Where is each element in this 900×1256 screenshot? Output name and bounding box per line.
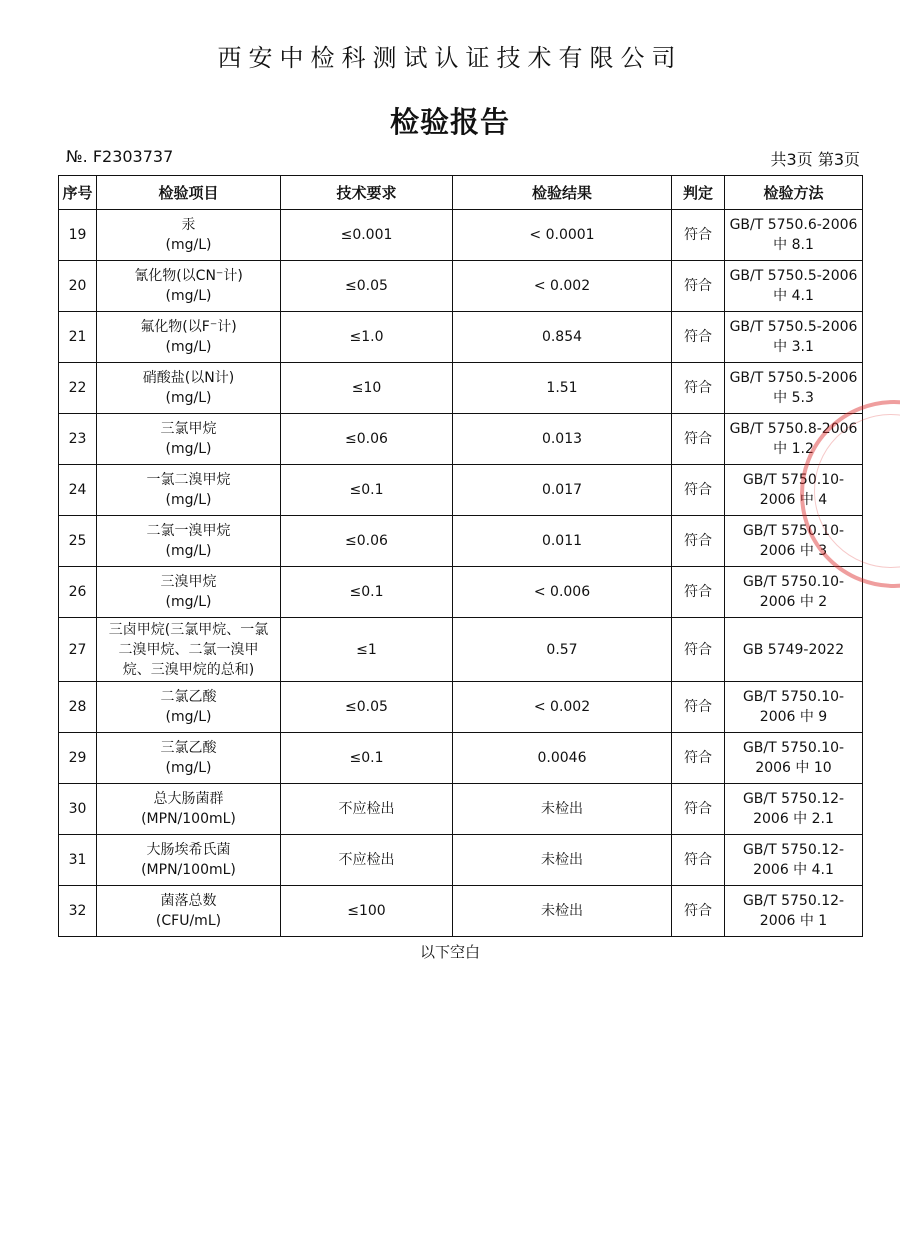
cell-item-line: 一氯二溴甲烷 [146,472,231,488]
cell-item [97,516,281,567]
table-row [59,210,863,261]
cell-judgement: 符合 [672,363,725,414]
table-row [59,261,863,312]
cell-method-line: 2006 中 10 [755,760,832,776]
cell-item [97,784,281,835]
cell-method-line: 2006 中 1 [759,913,828,929]
cell-result: 0.854 [453,312,672,363]
cell-item [97,312,281,363]
cell-method-line: GB/T 5750.8-2006 [729,421,858,437]
cell-result: 0.017 [453,465,672,516]
cell-seq: 32 [59,886,97,937]
cell-item-line: (MPN/100mL) [141,811,236,827]
page-info: 共3页 第3页 [770,150,860,169]
report-title: 检验报告 [389,105,510,139]
cell-requirement: ≤1 [281,618,453,682]
cell-item [97,363,281,414]
cell-judgement: 符合 [672,516,725,567]
table-row [59,414,863,465]
cell-judgement: 符合 [672,835,725,886]
cell-item-line: 烷、三溴甲烷的总和) [122,661,255,678]
cell-result: 未检出 [453,886,672,937]
cell-judgement: 符合 [672,784,725,835]
cell-item [97,682,281,733]
cell-result: 未检出 [453,784,672,835]
cell-seq: 26 [59,567,97,618]
header-result: 检验结果 [453,176,672,210]
header-item: 检验项目 [97,176,281,210]
cell-item [97,835,281,886]
cell-requirement: ≤10 [281,363,453,414]
table-row [59,733,863,784]
cell-item-line: 三卤甲烷(三氯甲烷、一氯 [108,621,269,638]
table-header-row [59,176,863,210]
table-row [59,516,863,567]
cell-item-line: (mg/L) [165,543,212,559]
cell-method-line: GB/T 5750.12- [742,842,845,858]
cell-item-line: (mg/L) [165,288,212,304]
cell-item-line: (mg/L) [165,390,212,406]
cell-seq: 31 [59,835,97,886]
cell-item-line: 二溴甲烷、二氯一溴甲 [118,641,259,658]
table-row [59,618,863,682]
cell-method-line: GB/T 5750.12- [742,791,845,807]
cell-method-line: 中 8.1 [773,237,814,253]
cell-item-line: 总大肠菌群 [153,791,224,807]
header-seq: 序号 [59,176,97,210]
table-row [59,363,863,414]
cell-item-line: (mg/L) [165,709,212,725]
cell-judgement: 符合 [672,465,725,516]
cell-item-line: (mg/L) [165,594,212,610]
cell-judgement: 符合 [672,567,725,618]
cell-method-line: 2006 中 2.1 [753,811,834,827]
header-method: 检验方法 [725,176,863,210]
cell-judgement: 符合 [672,261,725,312]
table-row [59,312,863,363]
inspection-table [58,175,863,937]
cell-result: 0.011 [453,516,672,567]
cell-item [97,261,281,312]
cell-method [725,618,863,682]
cell-requirement: ≤0.001 [281,210,453,261]
cell-method-line: 2006 中 4 [759,492,828,508]
cell-method-line: GB 5749-2022 [742,641,845,658]
cell-item-line: (mg/L) [165,492,212,508]
cell-item [97,414,281,465]
cell-method-line: GB/T 5750.12- [742,893,845,909]
table-row [59,886,863,937]
cell-item-line: (mg/L) [165,760,212,776]
cell-item-line: 硝酸盐(以N计) [142,370,235,386]
cell-item-line: 氟化物(以F⁻计) [140,319,237,335]
cell-item-line: 菌落总数 [160,893,217,909]
cell-item-line: (mg/L) [165,339,212,355]
report-number: №. F2303737 [66,147,174,166]
cell-seq: 23 [59,414,97,465]
cell-seq: 20 [59,261,97,312]
cell-method-line: 2006 中 3 [759,543,828,559]
cell-requirement: ≤100 [281,886,453,937]
cell-item-line: 三氯乙酸 [160,740,217,756]
cell-judgement: 符合 [672,210,725,261]
cell-seq: 25 [59,516,97,567]
cell-item-line: 三氯甲烷 [160,421,217,437]
cell-method-line: GB/T 5750.10- [742,740,845,756]
cell-seq: 29 [59,733,97,784]
cell-method [725,784,863,835]
cell-item [97,567,281,618]
cell-method-line: GB/T 5750.10- [742,574,845,590]
table-row [59,784,863,835]
cell-method [725,733,863,784]
cell-method [725,682,863,733]
cell-item [97,733,281,784]
cell-requirement: 不应检出 [281,835,453,886]
company-name: 西安中检科测试认证技术有限公司 [217,44,683,72]
cell-result: 0.57 [453,618,672,682]
cell-result: 1.51 [453,363,672,414]
cell-method-line: GB/T 5750.5-2006 [729,370,858,386]
cell-item-line: (mg/L) [165,237,212,253]
cell-seq: 30 [59,784,97,835]
cell-method-line: 中 1.2 [773,441,814,457]
cell-method-line: 2006 中 4.1 [753,862,834,878]
cell-result: 0.0046 [453,733,672,784]
cell-item-line: (CFU/mL) [155,913,222,929]
header-requirement: 技术要求 [281,176,453,210]
cell-method-line: 中 4.1 [773,288,814,304]
cell-requirement: ≤0.06 [281,414,453,465]
cell-judgement: 符合 [672,733,725,784]
cell-seq: 24 [59,465,97,516]
table-row [59,835,863,886]
cell-requirement: ≤0.06 [281,516,453,567]
blank-note: 以下空白 [419,943,480,961]
cell-item-line: (mg/L) [165,441,212,457]
cell-method [725,210,863,261]
cell-method-line: 2006 中 2 [759,594,828,610]
cell-item [97,618,281,682]
cell-method-line: 中 5.3 [773,390,814,406]
seal-inner-ring [814,414,900,568]
cell-seq: 27 [59,618,97,682]
cell-seq: 19 [59,210,97,261]
cell-method [725,363,863,414]
cell-method [725,886,863,937]
cell-method [725,312,863,363]
cell-item [97,465,281,516]
header-judgement: 判定 [672,176,725,210]
cell-method-line: GB/T 5750.5-2006 [729,319,858,335]
cell-item [97,886,281,937]
cell-method-line: GB/T 5750.5-2006 [729,268,858,284]
cell-judgement: 符合 [672,682,725,733]
cell-item-line: 三溴甲烷 [160,574,217,590]
table-body [59,210,863,937]
cell-judgement: 符合 [672,618,725,682]
cell-requirement: ≤0.1 [281,567,453,618]
cell-judgement: 符合 [672,312,725,363]
cell-item-line: 二氯一溴甲烷 [146,523,231,539]
cell-result: < 0.006 [453,567,672,618]
cell-method [725,261,863,312]
cell-requirement: ≤0.05 [281,261,453,312]
cell-requirement: 不应检出 [281,784,453,835]
cell-item-line: 汞 [181,217,196,233]
cell-result: 0.013 [453,414,672,465]
cell-item-line: 氰化物(以CN⁻计) [134,268,243,284]
cell-method-line: GB/T 5750.10- [742,689,845,705]
cell-result: < 0.0001 [453,210,672,261]
cell-result: 未检出 [453,835,672,886]
cell-result: < 0.002 [453,682,672,733]
cell-seq: 22 [59,363,97,414]
cell-method [725,567,863,618]
cell-requirement: ≤0.1 [281,465,453,516]
cell-item-line: 二氯乙酸 [160,689,217,705]
cell-item [97,210,281,261]
table-row [59,465,863,516]
cell-method-line: GB/T 5750.10- [742,472,845,488]
cell-item-line: 大肠埃希氏菌 [146,842,231,858]
cell-method [725,835,863,886]
cell-requirement: ≤1.0 [281,312,453,363]
cell-method-line: GB/T 5750.6-2006 [729,217,858,233]
table-row [59,567,863,618]
cell-method-line: 中 3.1 [773,339,814,355]
cell-method-line: 2006 中 9 [759,709,828,725]
cell-seq: 21 [59,312,97,363]
cell-method-line: GB/T 5750.10- [742,523,845,539]
cell-judgement: 符合 [672,886,725,937]
cell-item-line: (MPN/100mL) [141,862,236,878]
cell-requirement: ≤0.05 [281,682,453,733]
cell-judgement: 符合 [672,414,725,465]
cell-seq: 28 [59,682,97,733]
table-row [59,682,863,733]
cell-requirement: ≤0.1 [281,733,453,784]
cell-result: < 0.002 [453,261,672,312]
